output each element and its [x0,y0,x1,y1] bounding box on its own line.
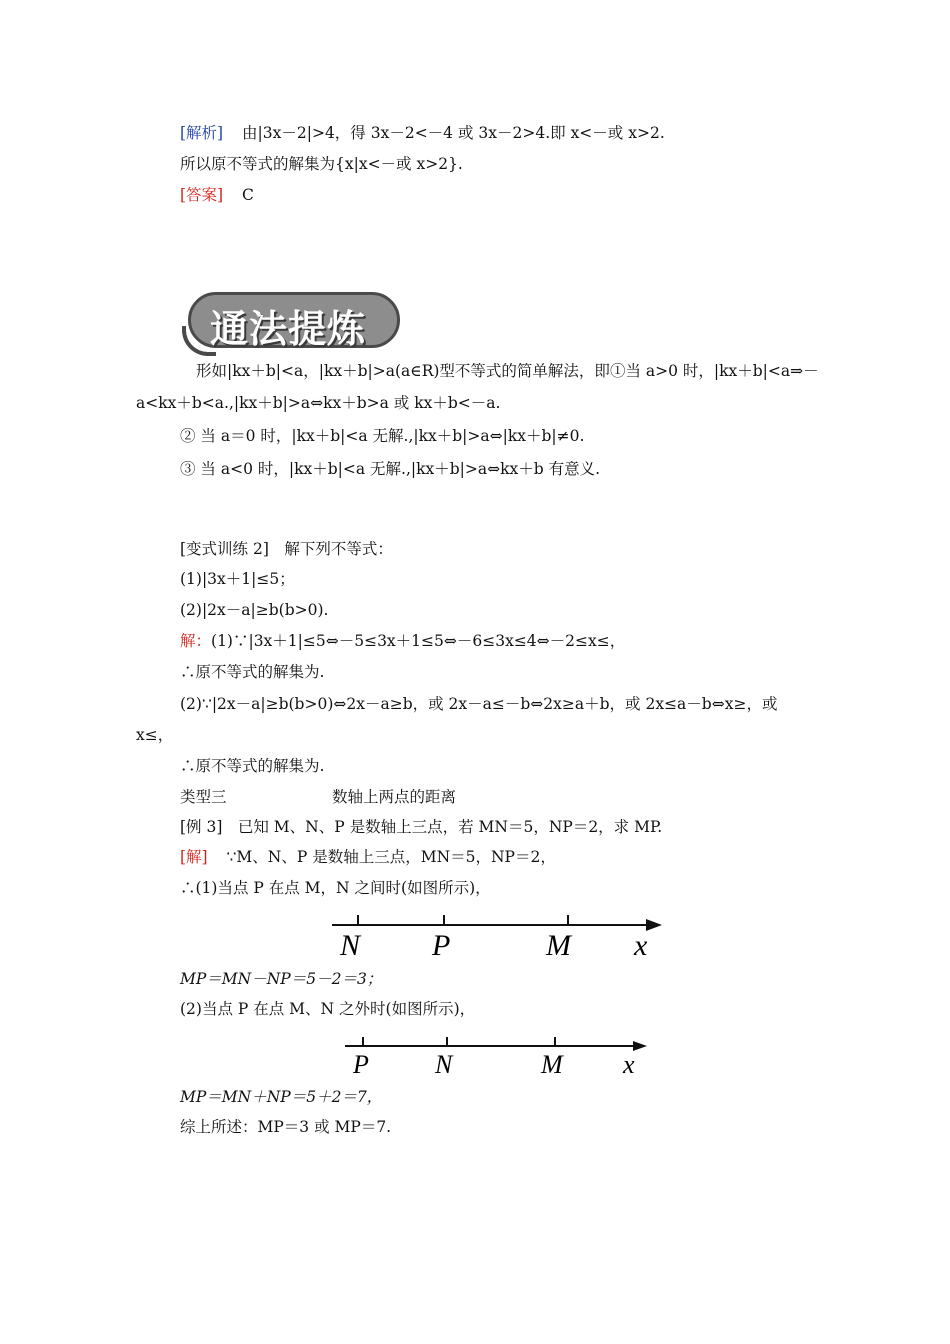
axis2-label-n: N [435,1050,453,1079]
axis1-label-p: P [432,929,451,962]
axis1-label-x: x [634,929,648,962]
exercise-sol2b: x≤， [136,726,174,744]
answer-value: C [242,186,254,204]
axis2-label-m: M [541,1050,563,1079]
example-solution [180,846,556,868]
axis-arrow-2 [633,1041,647,1051]
equation-2: MP＝MN＋NP＝5＋2＝7， [180,1088,383,1106]
axis-arrow-1 [646,919,662,931]
example-sol-text: ∵M、N、P 是数轴上三点，MN＝5，NP＝2， [226,848,556,866]
exercise-q1: (1)|3x＋1|≤5； [180,570,295,588]
exercise-sol1-text: (1)∵|3x＋1|≤5⇔－5≤3x＋1≤5⇔－6≤3x≤4⇔－2≤x≤， [211,632,626,650]
solution-line-2: 所以原不等式的解集为{x|x<－或 x>2}. [180,155,463,173]
solution-line-1 [180,122,665,144]
solution-label: 解： [180,632,212,650]
number-line-2 [335,1030,665,1082]
section-header-badge [188,292,400,352]
example-case1: ∴(1)当点 P 在点 M，N 之间时(如图所示)， [180,879,491,897]
method-para-2: ② 当 a＝0 时，|kx＋b|<a 无解.,|kx＋b|>a⇔|kx＋b|≠0. [180,427,585,445]
axis2-label-x: x [623,1050,635,1079]
type3-title: 数轴上两点的距离 [332,788,457,806]
exercise-title: [变式训练 2] 解下列不等式： [180,540,393,558]
axis1-label-n: N [340,929,361,962]
method-para-3: ③ 当 a<0 时，|kx＋b|<a 无解.,|kx＋b|>a⇔kx＋b 有意义. [180,460,601,478]
equation-1: MP＝MN－NP＝5－2＝3； [180,970,383,988]
method-para-1a: 形如|kx＋b|<a，|kx＋b|>a(a∈R)型不等式的简单解法，即①当 a>0 时，|kx＋b|<a⇒－ [196,362,819,380]
answer-tag: [答案] [180,186,224,204]
exercise-q2: (2)|2x－a|≥b(b>0). [180,601,329,619]
answer-line [180,184,254,206]
exercise-sol2c: ∴原不等式的解集为. [180,757,325,775]
analysis-tag: [解析] [180,124,224,142]
example-sol-tag: [解] [180,848,208,866]
method-para-1b: a<kx＋b<a.,|kx＋b|>a⇔kx＋b>a 或 kx＋b<－a. [136,394,501,412]
conclusion: 综上所述：MP＝3 或 MP＝7. [180,1118,392,1136]
section-title: 通法提炼 [210,307,367,351]
example-case2: (2)当点 P 在点 M、N 之外时(如图所示)， [180,1000,476,1018]
type3-label: 类型三 [180,788,227,806]
number-line-1 [320,906,680,966]
example-title: [例 3] 已知 M、N、P 是数轴上三点，若 MN＝5，NP＝2，求 MP. [180,818,663,836]
exercise-sol2a: (2)∵|2x－a|≥b(b>0)⇔2x－a≥b，或 2x－a≤－b⇔2x≥a＋b，或 2x≤a－b⇔x≥，或 [180,695,778,713]
exercise-sol1b: ∴原不等式的解集为. [180,663,325,681]
axis2-label-p: P [353,1050,369,1079]
analysis-text: 由|3x－2|>4，得 3x－2<－4 或 3x－2>4.即 x<－或 x>2. [242,124,665,142]
exercise-sol1 [180,630,625,652]
axis1-label-m: M [546,929,571,962]
